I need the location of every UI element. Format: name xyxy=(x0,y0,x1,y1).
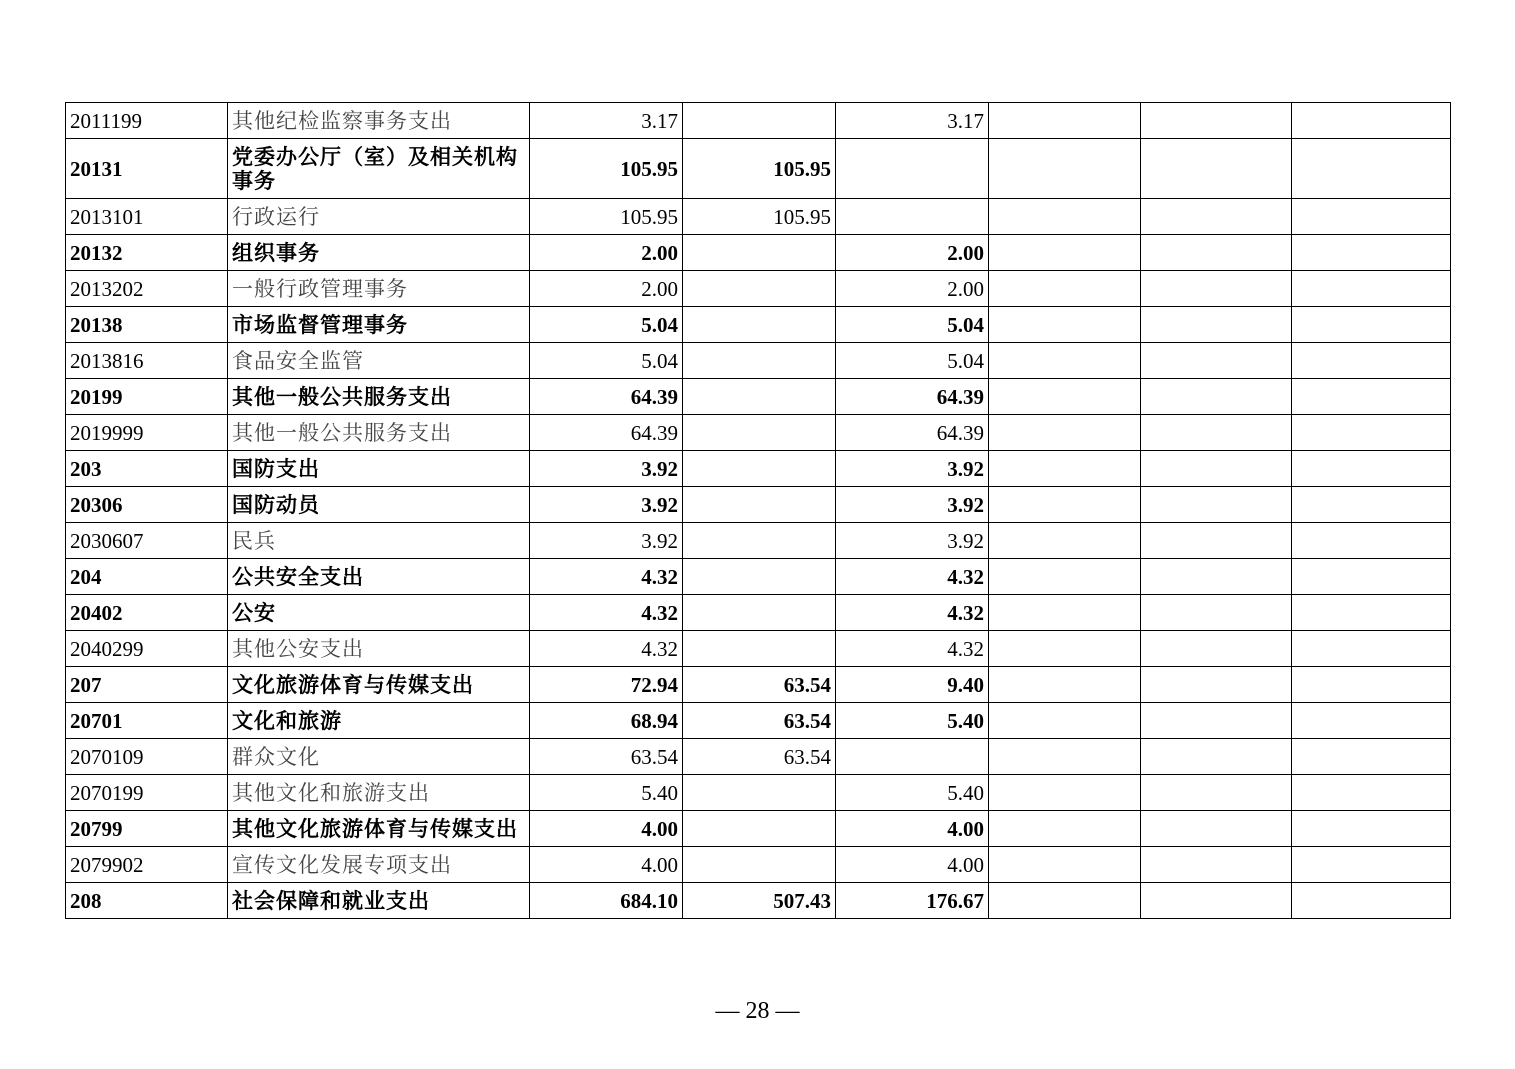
table-row xyxy=(66,487,1451,523)
basic-expenditure-cell xyxy=(683,775,836,811)
subject-code-cell: 2070109 xyxy=(66,739,228,775)
column-7-cell xyxy=(1141,559,1292,595)
subject-name-cell: 市场监督管理事务 xyxy=(228,307,530,343)
table-row xyxy=(66,451,1451,487)
subject-name-cell: 组织事务 xyxy=(228,235,530,271)
basic-expenditure-cell xyxy=(683,271,836,307)
column-8-cell xyxy=(1292,199,1451,235)
subject-name-cell: 社会保障和就业支出 xyxy=(228,883,530,919)
subject-name-cell: 国防支出 xyxy=(228,451,530,487)
total-cell: 63.54 xyxy=(530,739,683,775)
column-6-cell xyxy=(989,595,1141,631)
column-7-cell xyxy=(1141,595,1292,631)
subject-name-cell: 食品安全监管 xyxy=(228,343,530,379)
budget-table xyxy=(65,102,1451,919)
basic-expenditure-cell: 63.54 xyxy=(683,667,836,703)
project-expenditure-cell: 4.32 xyxy=(836,631,989,667)
table-row xyxy=(66,667,1451,703)
subject-name-cell: 其他文化旅游体育与传媒支出 xyxy=(228,811,530,847)
table-row xyxy=(66,739,1451,775)
column-6-cell xyxy=(989,271,1141,307)
total-cell: 3.92 xyxy=(530,523,683,559)
table-row xyxy=(66,559,1451,595)
subject-name-cell: 国防动员 xyxy=(228,487,530,523)
subject-name-cell: 一般行政管理事务 xyxy=(228,271,530,307)
table-row xyxy=(66,139,1451,199)
project-expenditure-cell: 3.92 xyxy=(836,487,989,523)
table-row xyxy=(66,235,1451,271)
subject-code-cell: 2079902 xyxy=(66,847,228,883)
total-cell: 5.04 xyxy=(530,343,683,379)
project-expenditure-cell: 2.00 xyxy=(836,235,989,271)
subject-code-cell: 20799 xyxy=(66,811,228,847)
total-cell: 3.92 xyxy=(530,451,683,487)
column-7-cell xyxy=(1141,811,1292,847)
column-8-cell xyxy=(1292,307,1451,343)
basic-expenditure-cell xyxy=(683,379,836,415)
project-expenditure-cell: 4.00 xyxy=(836,811,989,847)
table-row xyxy=(66,775,1451,811)
subject-code-cell: 2013202 xyxy=(66,271,228,307)
project-expenditure-cell: 9.40 xyxy=(836,667,989,703)
column-8-cell xyxy=(1292,811,1451,847)
column-7-cell xyxy=(1141,379,1292,415)
total-cell: 5.40 xyxy=(530,775,683,811)
page-number: — 28 — xyxy=(715,998,800,1024)
subject-name-cell: 群众文化 xyxy=(228,739,530,775)
column-8-cell xyxy=(1292,883,1451,919)
column-8-cell xyxy=(1292,559,1451,595)
column-6-cell xyxy=(989,199,1141,235)
column-8-cell xyxy=(1292,739,1451,775)
subject-code-cell: 20199 xyxy=(66,379,228,415)
project-expenditure-cell: 64.39 xyxy=(836,379,989,415)
basic-expenditure-cell: 105.95 xyxy=(683,139,836,199)
subject-code-cell: 20701 xyxy=(66,703,228,739)
subject-code-cell: 208 xyxy=(66,883,228,919)
subject-code-cell: 2013101 xyxy=(66,199,228,235)
table-row xyxy=(66,631,1451,667)
column-8-cell xyxy=(1292,415,1451,451)
column-8-cell xyxy=(1292,103,1451,139)
project-expenditure-cell: 5.40 xyxy=(836,775,989,811)
column-7-cell xyxy=(1141,667,1292,703)
column-8-cell xyxy=(1292,667,1451,703)
column-8-cell xyxy=(1292,595,1451,631)
table-row xyxy=(66,595,1451,631)
total-cell: 105.95 xyxy=(530,139,683,199)
total-cell: 4.32 xyxy=(530,559,683,595)
basic-expenditure-cell xyxy=(683,559,836,595)
subject-code-cell: 20306 xyxy=(66,487,228,523)
project-expenditure-cell: 5.04 xyxy=(836,343,989,379)
table-row xyxy=(66,379,1451,415)
basic-expenditure-cell xyxy=(683,811,836,847)
table-body xyxy=(66,103,1451,919)
column-7-cell xyxy=(1141,775,1292,811)
project-expenditure-cell: 4.32 xyxy=(836,559,989,595)
subject-name-cell: 宣传文化发展专项支出 xyxy=(228,847,530,883)
table-row xyxy=(66,271,1451,307)
column-7-cell xyxy=(1141,103,1292,139)
column-7-cell xyxy=(1141,487,1292,523)
column-8-cell xyxy=(1292,235,1451,271)
total-cell: 72.94 xyxy=(530,667,683,703)
column-8-cell xyxy=(1292,487,1451,523)
column-6-cell xyxy=(989,667,1141,703)
column-7-cell xyxy=(1141,847,1292,883)
basic-expenditure-cell: 63.54 xyxy=(683,739,836,775)
total-cell: 64.39 xyxy=(530,415,683,451)
column-7-cell xyxy=(1141,139,1292,199)
column-8-cell xyxy=(1292,847,1451,883)
subject-name-cell: 其他一般公共服务支出 xyxy=(228,379,530,415)
subject-name-cell: 文化和旅游 xyxy=(228,703,530,739)
subject-code-cell: 204 xyxy=(66,559,228,595)
column-6-cell xyxy=(989,139,1141,199)
column-8-cell xyxy=(1292,139,1451,199)
project-expenditure-cell: 3.92 xyxy=(836,451,989,487)
column-8-cell xyxy=(1292,379,1451,415)
column-6-cell xyxy=(989,103,1141,139)
subject-code-cell: 20131 xyxy=(66,139,228,199)
column-7-cell xyxy=(1141,271,1292,307)
column-8-cell xyxy=(1292,775,1451,811)
total-cell: 68.94 xyxy=(530,703,683,739)
column-8-cell xyxy=(1292,703,1451,739)
basic-expenditure-cell: 63.54 xyxy=(683,703,836,739)
table-row xyxy=(66,847,1451,883)
column-7-cell xyxy=(1141,883,1292,919)
basic-expenditure-cell xyxy=(683,343,836,379)
subject-code-cell: 20402 xyxy=(66,595,228,631)
column-8-cell xyxy=(1292,523,1451,559)
basic-expenditure-cell: 507.43 xyxy=(683,883,836,919)
total-cell: 4.32 xyxy=(530,631,683,667)
column-6-cell xyxy=(989,343,1141,379)
table-row xyxy=(66,415,1451,451)
subject-code-cell: 2040299 xyxy=(66,631,228,667)
basic-expenditure-cell xyxy=(683,235,836,271)
table-row xyxy=(66,199,1451,235)
column-6-cell xyxy=(989,487,1141,523)
subject-code-cell: 2013816 xyxy=(66,343,228,379)
subject-code-cell: 207 xyxy=(66,667,228,703)
total-cell: 105.95 xyxy=(530,199,683,235)
column-7-cell xyxy=(1141,199,1292,235)
project-expenditure-cell xyxy=(836,139,989,199)
column-6-cell xyxy=(989,235,1141,271)
basic-expenditure-cell xyxy=(683,451,836,487)
column-6-cell xyxy=(989,739,1141,775)
subject-name-cell: 党委办公厅（室）及相关机构事务 xyxy=(228,139,530,199)
subject-name-cell: 文化旅游体育与传媒支出 xyxy=(228,667,530,703)
total-cell: 5.04 xyxy=(530,307,683,343)
total-cell: 4.32 xyxy=(530,595,683,631)
column-8-cell xyxy=(1292,343,1451,379)
table-row xyxy=(66,883,1451,919)
column-7-cell xyxy=(1141,703,1292,739)
basic-expenditure-cell xyxy=(683,847,836,883)
project-expenditure-cell: 5.04 xyxy=(836,307,989,343)
total-cell: 2.00 xyxy=(530,271,683,307)
subject-name-cell: 公安 xyxy=(228,595,530,631)
column-6-cell xyxy=(989,415,1141,451)
column-6-cell xyxy=(989,523,1141,559)
column-6-cell xyxy=(989,703,1141,739)
total-cell: 684.10 xyxy=(530,883,683,919)
basic-expenditure-cell xyxy=(683,631,836,667)
column-8-cell xyxy=(1292,271,1451,307)
subject-name-cell: 其他纪检监察事务支出 xyxy=(228,103,530,139)
total-cell: 2.00 xyxy=(530,235,683,271)
column-8-cell xyxy=(1292,451,1451,487)
column-7-cell xyxy=(1141,235,1292,271)
subject-code-cell: 2030607 xyxy=(66,523,228,559)
table-row xyxy=(66,811,1451,847)
project-expenditure-cell: 2.00 xyxy=(836,271,989,307)
column-6-cell xyxy=(989,559,1141,595)
project-expenditure-cell: 3.17 xyxy=(836,103,989,139)
project-expenditure-cell xyxy=(836,739,989,775)
column-6-cell xyxy=(989,775,1141,811)
column-6-cell xyxy=(989,631,1141,667)
table-row xyxy=(66,343,1451,379)
column-6-cell xyxy=(989,883,1141,919)
column-8-cell xyxy=(1292,631,1451,667)
column-7-cell xyxy=(1141,343,1292,379)
table-row xyxy=(66,307,1451,343)
basic-expenditure-cell xyxy=(683,595,836,631)
subject-code-cell: 2011199 xyxy=(66,103,228,139)
project-expenditure-cell: 64.39 xyxy=(836,415,989,451)
column-7-cell xyxy=(1141,307,1292,343)
total-cell: 3.92 xyxy=(530,487,683,523)
basic-expenditure-cell xyxy=(683,103,836,139)
column-6-cell xyxy=(989,811,1141,847)
project-expenditure-cell: 176.67 xyxy=(836,883,989,919)
subject-name-cell: 公共安全支出 xyxy=(228,559,530,595)
basic-expenditure-cell: 105.95 xyxy=(683,199,836,235)
total-cell: 3.17 xyxy=(530,103,683,139)
subject-code-cell: 2070199 xyxy=(66,775,228,811)
subject-name-cell: 其他文化和旅游支出 xyxy=(228,775,530,811)
table-row xyxy=(66,703,1451,739)
column-6-cell xyxy=(989,379,1141,415)
column-7-cell xyxy=(1141,631,1292,667)
total-cell: 4.00 xyxy=(530,811,683,847)
subject-code-cell: 20138 xyxy=(66,307,228,343)
column-6-cell xyxy=(989,451,1141,487)
subject-name-cell: 民兵 xyxy=(228,523,530,559)
basic-expenditure-cell xyxy=(683,487,836,523)
column-6-cell xyxy=(989,847,1141,883)
subject-code-cell: 203 xyxy=(66,451,228,487)
column-7-cell xyxy=(1141,415,1292,451)
column-7-cell xyxy=(1141,739,1292,775)
subject-code-cell: 20132 xyxy=(66,235,228,271)
table-row xyxy=(66,103,1451,139)
project-expenditure-cell xyxy=(836,199,989,235)
subject-name-cell: 行政运行 xyxy=(228,199,530,235)
basic-expenditure-cell xyxy=(683,415,836,451)
subject-name-cell: 其他一般公共服务支出 xyxy=(228,415,530,451)
project-expenditure-cell: 3.92 xyxy=(836,523,989,559)
total-cell: 4.00 xyxy=(530,847,683,883)
table-row xyxy=(66,523,1451,559)
column-6-cell xyxy=(989,307,1141,343)
project-expenditure-cell: 4.00 xyxy=(836,847,989,883)
project-expenditure-cell: 5.40 xyxy=(836,703,989,739)
subject-name-cell: 其他公安支出 xyxy=(228,631,530,667)
total-cell: 64.39 xyxy=(530,379,683,415)
basic-expenditure-cell xyxy=(683,523,836,559)
column-7-cell xyxy=(1141,523,1292,559)
project-expenditure-cell: 4.32 xyxy=(836,595,989,631)
basic-expenditure-cell xyxy=(683,307,836,343)
subject-code-cell: 2019999 xyxy=(66,415,228,451)
column-7-cell xyxy=(1141,451,1292,487)
